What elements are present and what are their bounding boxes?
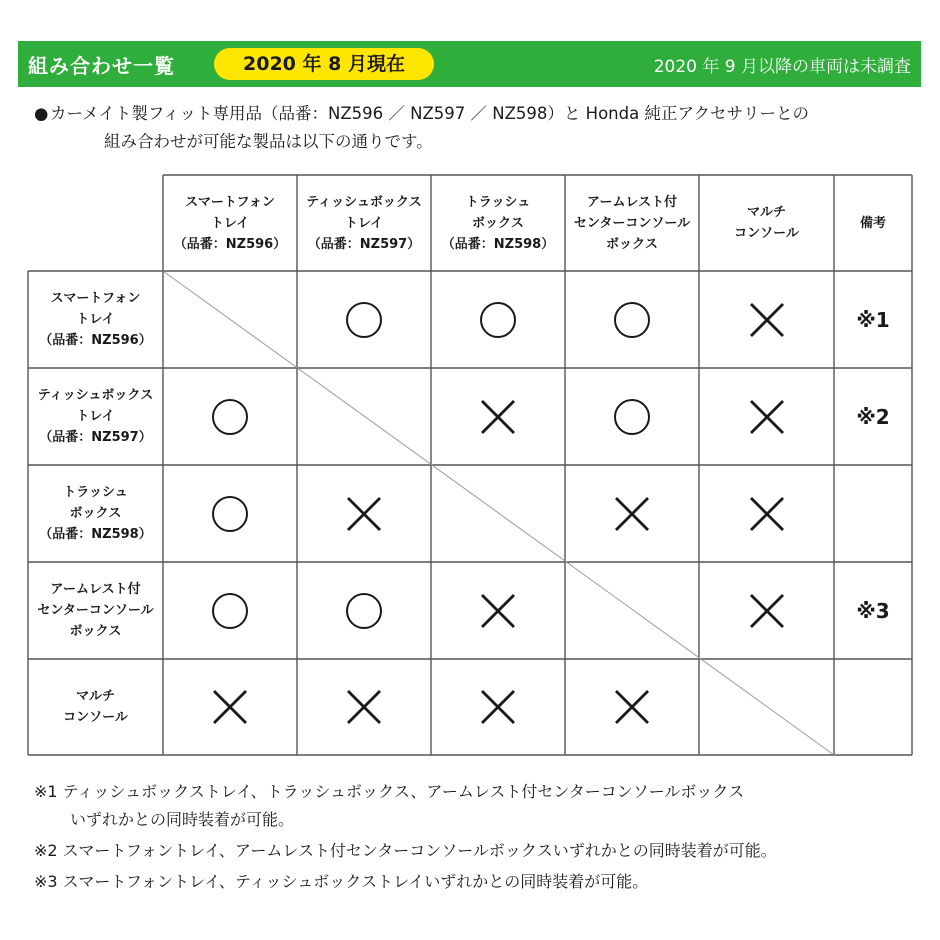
intro-line-2: 組み合わせが可能な製品は以下の通りです。 <box>104 132 433 151</box>
circle-compatible-icon <box>212 496 248 532</box>
table-cell <box>565 562 699 659</box>
circle-compatible-icon <box>614 399 650 435</box>
row-header <box>28 368 163 465</box>
cross-incompatible-icon <box>748 398 786 436</box>
table-cell <box>163 271 297 368</box>
table-cell <box>699 271 834 368</box>
intro-line-1: カーメイト製フィット専用品（品番：NZ596 ／ NZ597 ／ NZ598）と Honda 純正アクセサリーとの <box>50 104 809 123</box>
table-cell <box>699 562 834 659</box>
column-header <box>297 175 431 271</box>
table-cell <box>297 271 431 368</box>
table-cell <box>431 368 565 465</box>
cross-incompatible-icon <box>211 688 249 726</box>
circle-compatible-icon <box>212 593 248 629</box>
circle-compatible-icon <box>480 302 516 338</box>
footnote-1-line-2: いずれかとの同時装着が可能。 <box>70 810 295 829</box>
table-cell <box>565 465 699 562</box>
note-cell <box>834 465 912 562</box>
column-header-label: 備考 <box>859 215 886 231</box>
note-reference: ※1 <box>856 307 890 332</box>
table-cell <box>431 659 565 755</box>
circle-compatible-icon <box>346 302 382 338</box>
table-cell <box>163 465 297 562</box>
table-cell <box>431 562 565 659</box>
column-header <box>834 175 912 271</box>
row-header-label: ティッシュボックス トレイ （品番：NZ597） <box>37 388 154 445</box>
cross-incompatible-icon <box>748 301 786 339</box>
column-header-label: マルチ コンソール <box>734 205 799 241</box>
table-cell <box>699 659 834 755</box>
table-cell <box>163 659 297 755</box>
header-title: 組み合わせ一覧 <box>28 54 175 78</box>
date-badge: 2020 年 8 月現在 <box>214 48 434 80</box>
cross-incompatible-icon <box>479 398 517 436</box>
table-cell <box>699 368 834 465</box>
table-cell <box>565 659 699 755</box>
cross-incompatible-icon <box>345 495 383 533</box>
table-cell <box>297 368 431 465</box>
circle-compatible-icon <box>614 302 650 338</box>
row-header <box>28 659 163 755</box>
row-header-label: アームレスト付 センターコンソール ボックス <box>37 582 154 639</box>
note-cell <box>834 368 912 465</box>
bullet-icon: ● <box>34 104 49 123</box>
column-header <box>565 175 699 271</box>
row-header <box>28 271 163 368</box>
column-header-label: スマートフォン トレイ （品番：NZ596） <box>173 194 287 252</box>
row-header-label: スマートフォン トレイ （品番：NZ596） <box>39 291 152 348</box>
table-cell <box>163 562 297 659</box>
column-header-label: ティッシュボックス トレイ （品番：NZ597） <box>306 194 422 252</box>
cross-incompatible-icon <box>613 495 651 533</box>
table-cell <box>431 271 565 368</box>
column-header <box>431 175 565 271</box>
header-note: 2020 年 9 月以降の車両は未調査 <box>653 57 911 77</box>
column-header-label: アームレスト付 センターコンソール ボックス <box>573 194 691 252</box>
table-cell <box>163 368 297 465</box>
table-cell <box>297 659 431 755</box>
footnote-2: ※2 スマートフォントレイ、アームレスト付センターコンソールボックスいずれかとの同時装着が可能。 <box>34 841 777 860</box>
circle-compatible-icon <box>212 399 248 435</box>
table-cell <box>565 271 699 368</box>
circle-compatible-icon <box>346 593 382 629</box>
column-header <box>699 175 834 271</box>
table-cell <box>297 465 431 562</box>
note-cell <box>834 562 912 659</box>
table-cell <box>699 465 834 562</box>
row-header <box>28 465 163 562</box>
cross-incompatible-icon <box>613 688 651 726</box>
column-header <box>163 175 297 271</box>
footnote-1-line-1: ※1 ティッシュボックストレイ、トラッシュボックス、アームレスト付センターコンソールボックス <box>34 782 745 801</box>
cross-incompatible-icon <box>479 688 517 726</box>
cross-incompatible-icon <box>748 495 786 533</box>
note-cell <box>834 271 912 368</box>
cross-incompatible-icon <box>748 592 786 630</box>
column-header-label: トラッシュ ボックス （品番：NZ598） <box>441 194 555 252</box>
row-header-label: マルチ コンソール <box>63 689 128 725</box>
note-cell <box>834 659 912 755</box>
cross-incompatible-icon <box>479 592 517 630</box>
table-cell <box>431 465 565 562</box>
row-header-label: トラッシュ ボックス （品番：NZ598） <box>39 485 152 542</box>
note-reference: ※3 <box>856 598 890 623</box>
table-cell <box>297 562 431 659</box>
footnote-3: ※3 スマートフォントレイ、ティッシュボックストレイいずれかとの同時装着が可能。 <box>34 872 649 891</box>
table-cell <box>565 368 699 465</box>
note-reference: ※2 <box>856 404 890 429</box>
cross-incompatible-icon <box>345 688 383 726</box>
row-header <box>28 562 163 659</box>
